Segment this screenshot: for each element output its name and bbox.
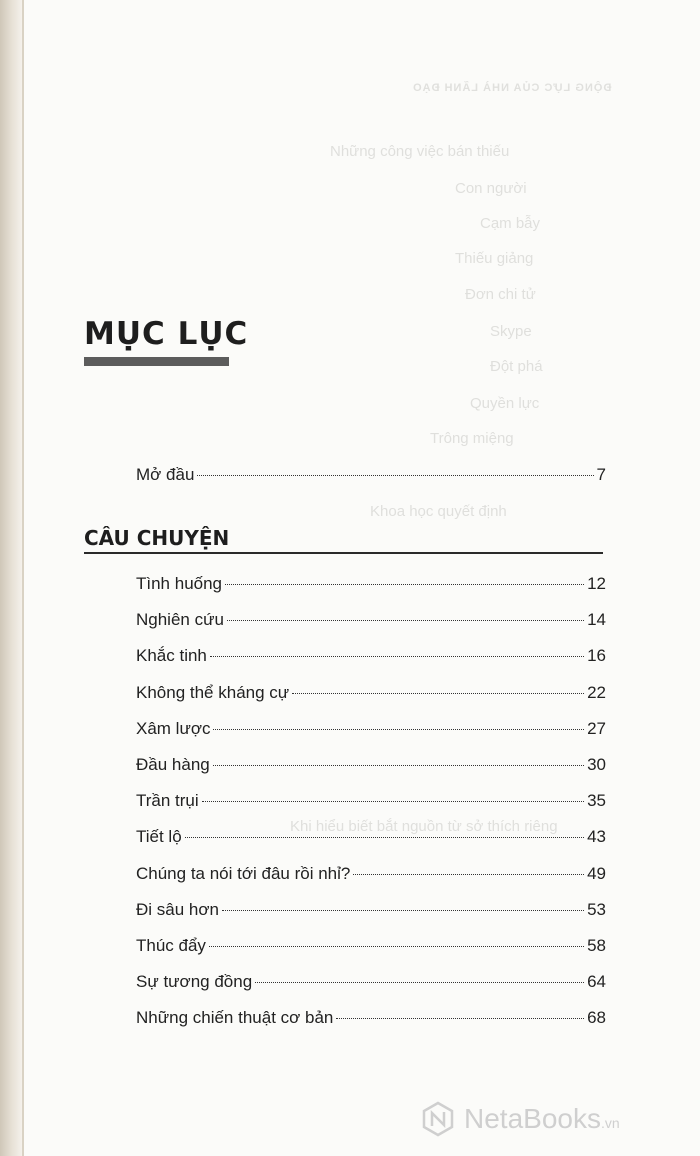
toc-entry-label: Đi sâu hơn (136, 899, 219, 919)
bleed-through-line: Skype (490, 323, 532, 340)
dot-leader (209, 946, 584, 947)
toc-entry (136, 610, 606, 634)
toc-entry-intro (136, 465, 606, 489)
section-title: CÂU CHUYỆN (84, 526, 230, 550)
toc-entry-label: Xâm lược (136, 718, 211, 738)
dot-leader (202, 801, 584, 802)
toc-entry-page: 12 (587, 574, 606, 593)
toc-entry-page: 35 (587, 791, 606, 811)
toc-entry (136, 936, 606, 960)
toc-entry (136, 791, 606, 815)
toc-entry (136, 683, 606, 707)
dot-leader (255, 982, 584, 983)
toc-title-text: MỤC LỤC (84, 316, 249, 352)
dot-leader (225, 584, 584, 585)
toc-entry-page: 30 (587, 755, 606, 774)
watermark-suffix: .vn (600, 1115, 620, 1131)
toc-entry-page: 43 (587, 827, 606, 847)
section-heading (84, 524, 603, 552)
toc-entry-page: 14 (587, 610, 606, 630)
toc-entry (136, 574, 606, 598)
dot-leader (185, 837, 584, 838)
toc-entry-label: Tình huống (136, 574, 223, 593)
toc-entry-label: Không thể kháng cự (136, 682, 290, 702)
toc-entry-page: 53 (587, 899, 606, 919)
bleed-through-line: Khoa học quyết định (370, 503, 507, 520)
bleed-through-line: Đơn chi tử (465, 286, 536, 303)
binding-edge (22, 0, 24, 1156)
toc-entry (136, 972, 606, 996)
toc-entry (136, 755, 606, 779)
toc-entry-page: 27 (587, 718, 606, 738)
dot-leader (292, 693, 584, 694)
title-underline-bar (84, 357, 229, 366)
watermark-brand: NetaBooks (464, 1103, 601, 1134)
toc-entry-label: Chúng ta nói tới đâu rồi nhỉ? (136, 863, 351, 883)
bleed-through-line: Trông miệng (430, 430, 514, 447)
toc-entry (136, 827, 606, 851)
toc-entry-page: 16 (587, 646, 606, 666)
toc-entry-page: 64 (587, 972, 606, 992)
toc-entry-label: Thúc đẩy (136, 936, 206, 955)
dot-leader (222, 910, 584, 911)
toc-entry-label: Nghiên cứu (136, 610, 224, 630)
dot-leader (336, 1018, 584, 1019)
dot-leader (213, 729, 584, 730)
toc-entry-page: 22 (587, 682, 606, 702)
toc-entry-label: Khắc tinh (136, 646, 207, 666)
section-rule (84, 552, 603, 554)
bleed-through-line: Đột phá (490, 358, 543, 375)
bleed-through-running-head: ĐỘNG LỰC CỦA NHÀ LÃNH ĐẠO (412, 82, 612, 94)
dot-leader (210, 656, 584, 657)
watermark-text (464, 1103, 620, 1135)
bleed-through-line: Cạm bẫy (480, 215, 541, 232)
dot-leader (353, 874, 584, 875)
toc-entry (136, 1008, 606, 1032)
toc-entry (136, 646, 606, 670)
dot-leader (213, 765, 584, 766)
toc-entry-label: Sự tương đồng (136, 972, 253, 992)
toc-entry-label: Trần trụi (136, 791, 199, 811)
toc-entry-label: Tiết lộ (136, 827, 182, 847)
watermark-logo (420, 1095, 660, 1143)
bleed-through-line: Thiếu giảng (455, 250, 534, 267)
toc-entry-label: Đầu hàng (136, 755, 210, 774)
hexagon-logo-icon (420, 1101, 456, 1137)
toc-entry-label: Những chiến thuật cơ bản (136, 1008, 334, 1028)
bleed-through-line: Những công việc bán thiếu (330, 143, 510, 160)
toc-entry (136, 864, 606, 888)
toc-entry-label: Mở đầu (136, 465, 195, 484)
bleed-through-line: Con người (455, 180, 527, 197)
toc-entry-page: 68 (587, 1008, 606, 1028)
bleed-through-line: Quyền lực (470, 395, 540, 412)
toc-entry-page: 49 (587, 863, 606, 883)
bleed-through-line: Khi hiểu biết bắt nguồn từ sở thích riêng (290, 818, 558, 835)
toc-entry-page: 58 (587, 936, 606, 955)
toc-entry-page: 7 (596, 465, 606, 484)
toc-entry (136, 900, 606, 924)
toc-entry (136, 719, 606, 743)
book-binding-shadow (0, 0, 22, 1156)
dot-leader (197, 475, 593, 476)
toc-title (84, 314, 248, 354)
dot-leader (227, 620, 584, 621)
